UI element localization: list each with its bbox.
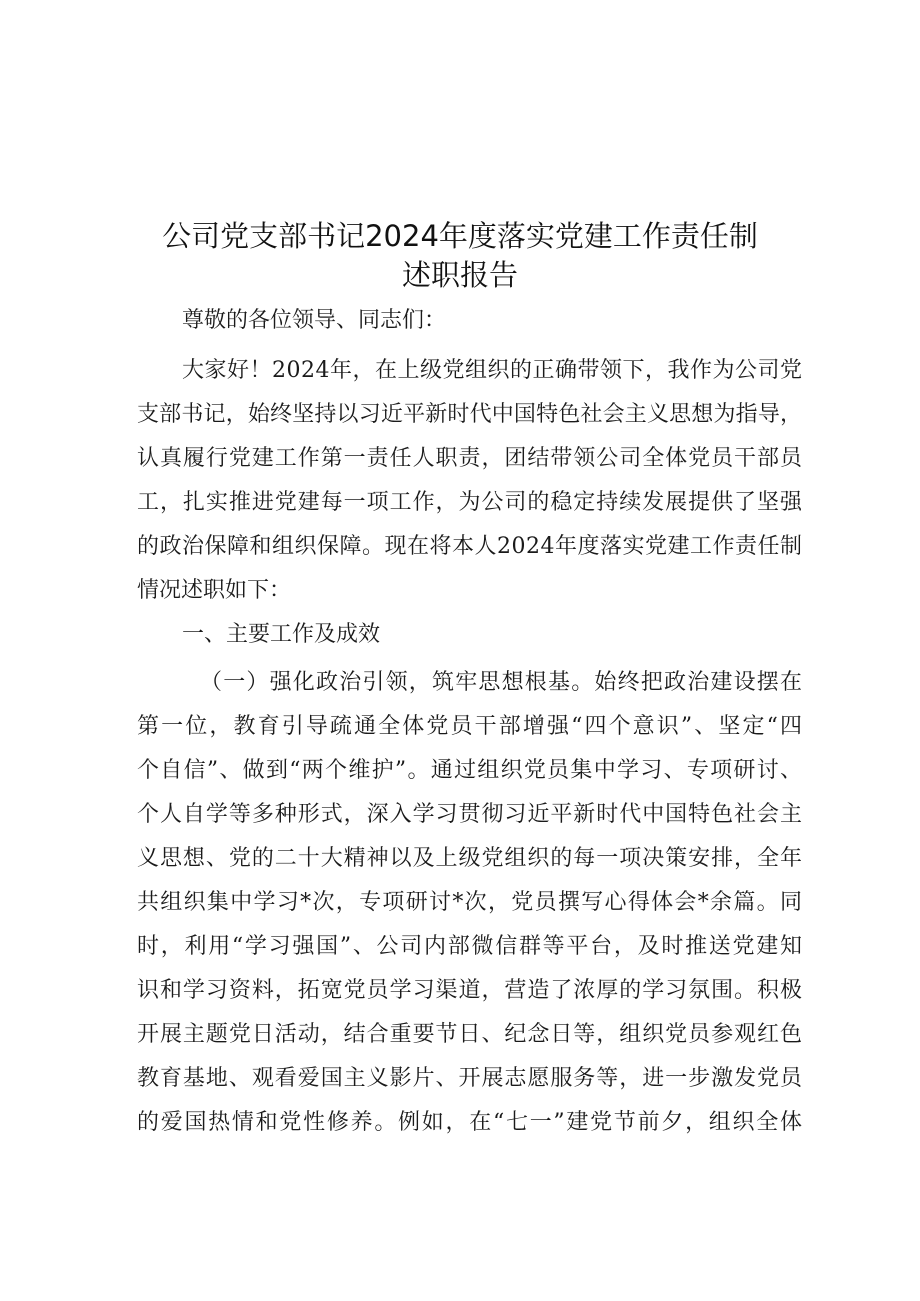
- paragraph-line: 个自信”、做到“两个维护”。通过组织党员集中学习、专项研讨、: [137, 758, 804, 783]
- paragraph-line: （一）强化政治引领，筑牢思想根基。始终把政治建设摆在: [200, 670, 804, 695]
- paragraph-line: 的爱国热情和党性修养。例如，在“七一”建党节前夕，组织全体: [137, 1110, 804, 1135]
- paragraph-line: 大家好！2024年，在上级党组织的正确带领下，我作为公司党: [182, 358, 803, 383]
- salutation: 尊敬的各位领导、同志们：: [182, 308, 447, 333]
- paragraph-line: 时，利用“学习强国”、公司内部微信群等平台，及时推送党建知: [137, 934, 804, 959]
- paragraph-line: 教育基地、观看爱国主义影片、开展志愿服务等，进一步激发党员: [137, 1066, 803, 1091]
- document-title-line-2: 述职报告: [401, 258, 518, 292]
- paragraph-line: 工，扎实推进党建每一项工作，为公司的稳定持续发展提供了坚强: [137, 490, 803, 515]
- paragraph-line: 共组织集中学习*次，专项研讨*次，党员撰写心得体会*余篇。同: [137, 890, 804, 915]
- document-title-line-1: 公司党支部书记2024年度落实党建工作责任制: [162, 219, 758, 253]
- paragraph-line: 支部书记，始终坚持以习近平新时代中国特色社会主义思想为指导，: [137, 402, 803, 427]
- paragraph-line: 情况述职如下：: [137, 578, 292, 603]
- paragraph-line: 认真履行党建工作第一责任人职责，团结带领公司全体党员干部员: [137, 446, 803, 471]
- paragraph-line: 第一位，教育引导疏通全体党员干部增强“四个意识”、坚定“四: [137, 714, 805, 739]
- paragraph-line: 义思想、党的二十大精神以及上级党组织的每一项决策安排，全年: [137, 846, 803, 871]
- paragraph-line: 个人自学等多种形式，深入学习贯彻习近平新时代中国特色社会主: [137, 802, 803, 827]
- paragraph-line: 开展主题党日活动，结合重要节日、纪念日等，组织党员参观红色: [137, 1022, 803, 1047]
- paragraph-line: 的政治保障和组织保障。现在将本人2024年度落实党建工作责任制: [137, 534, 803, 559]
- paragraph-line: 识和学习资料，拓宽党员学习渠道，营造了浓厚的学习氛围。积极: [137, 978, 803, 1003]
- section-heading: 一、主要工作及成效: [182, 622, 381, 647]
